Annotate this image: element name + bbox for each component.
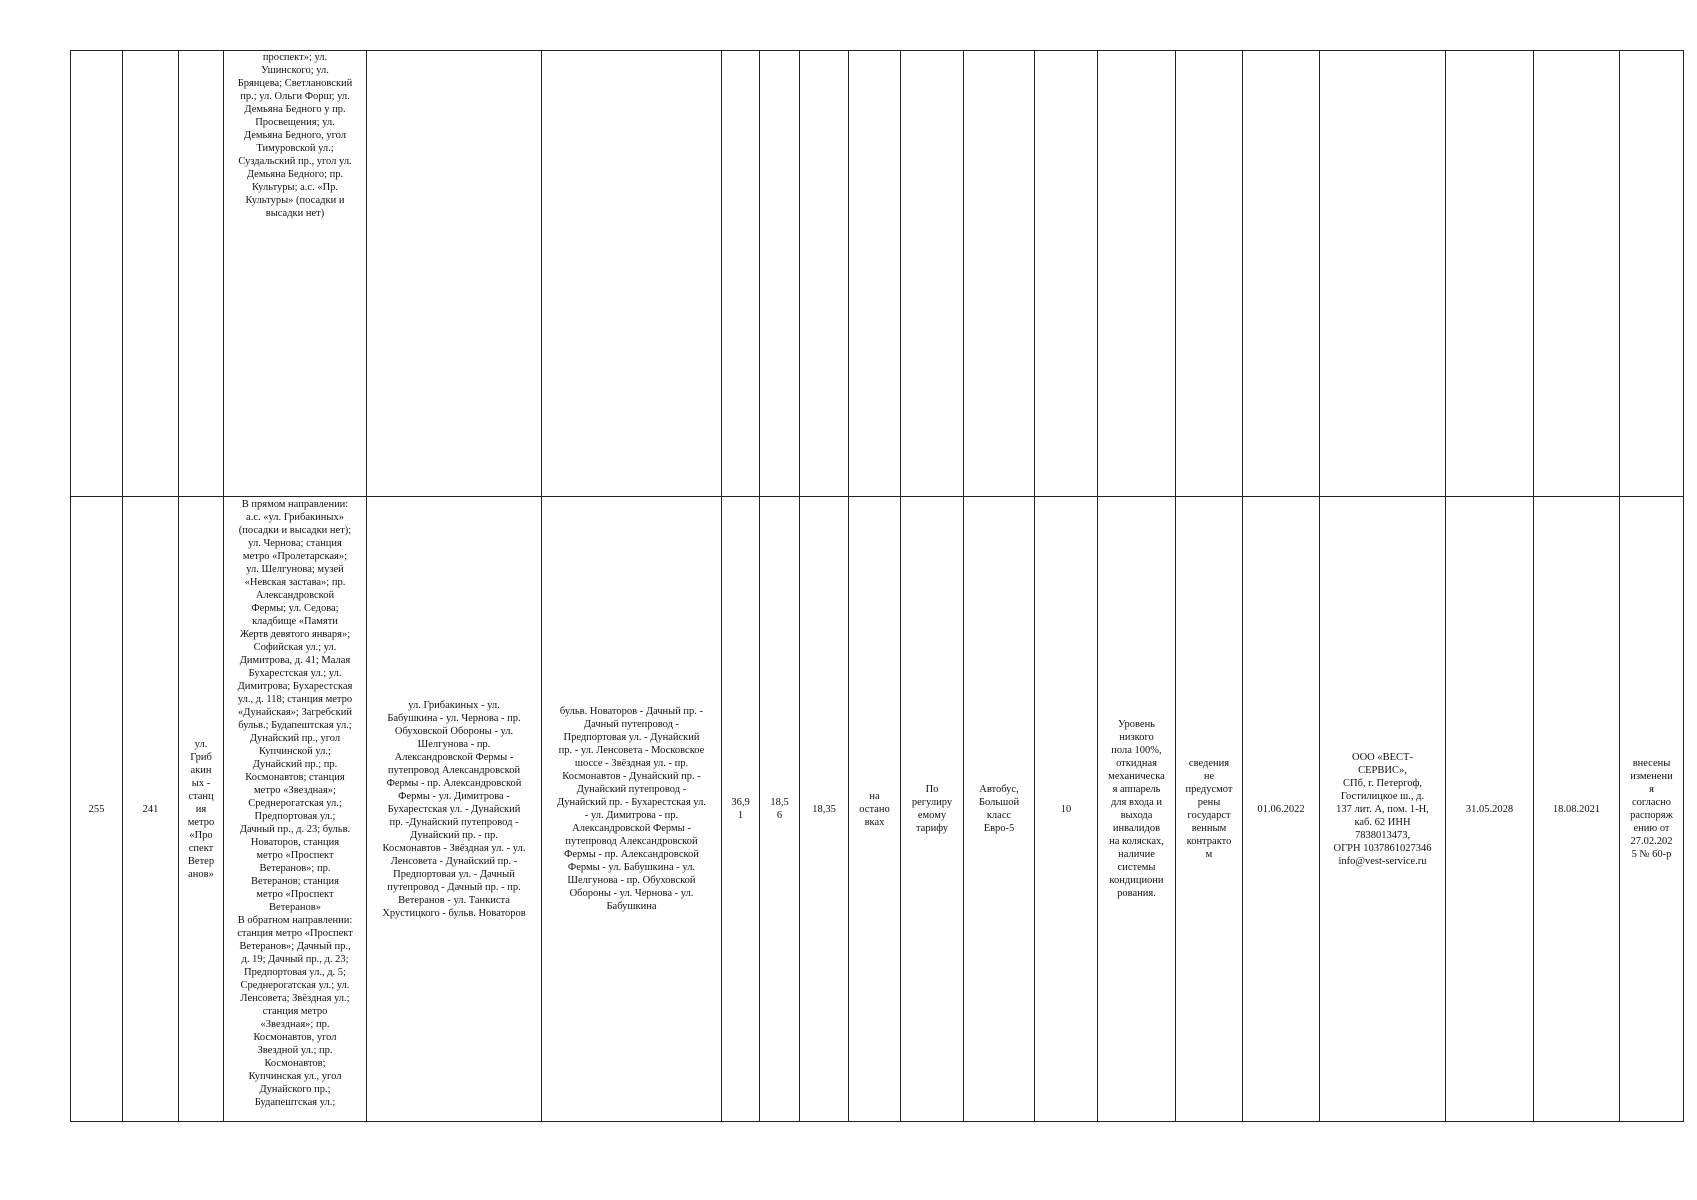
text-line: метро «Проспект [256,850,334,861]
text-line: Димитрова; Бухарестская [237,681,353,692]
text-line: Космонавтов - Дунайский пр. - [562,771,701,782]
text-line: ению от [1633,823,1670,834]
cell-length-back: 18,35 [800,497,849,1122]
text-line: распоряж [1630,810,1673,821]
text-line: Космонавтов, угол [253,1032,337,1043]
text-line: сведения [1188,758,1230,769]
cell-num: 255 [71,497,123,1122]
text-line: шоссе - Звёздная ул. - пр. [574,758,689,769]
route-registry-table [70,50,1684,1122]
text-line: Демьяна Бедного у пр. [244,104,346,115]
text-line: Ветер [187,855,215,867]
text-line: СЕРВИС», [1358,764,1407,776]
text-line: вках [864,816,885,828]
text-line: Предпортовая ул.; [254,811,336,822]
text-line: высадки нет) [265,208,325,219]
cell-contract [1176,51,1243,497]
text-line: м [1205,849,1213,860]
text-line: Космонавтов; [264,1058,326,1069]
text-line: 6 [776,810,783,821]
text-line: Жертв девятого января»; [239,629,351,640]
text-line: Фермы - ул. Димитрова - [398,790,510,802]
text-line: Космонавтов; станция [245,772,345,783]
text-line: Гриб [190,751,212,763]
text-line: а.с. «ул. Грибакиных» [246,512,344,523]
text-line: Ушинского; ул. [261,65,329,76]
text-line: анов» [188,868,214,880]
cell-tariff [901,497,964,1122]
cell-length-total [722,51,760,497]
text-line: По [925,784,939,795]
text-line: Гостилицкое ш., д. [1340,790,1425,802]
text-line: Купчинской ул.; [259,746,331,757]
text-line: Бабушкина [606,901,657,912]
text-line: Брянцева; Светлановский [237,78,353,89]
cell-name [179,497,224,1122]
text-line: ООО «ВЕСТ- [1352,751,1413,763]
text-line: путепровод Александровской [565,836,698,847]
text-line: Шелгунова - пр. [417,738,491,750]
text-line: выхода [1120,810,1153,821]
cell-stop-order [849,497,901,1122]
text-line: Автобус, [979,784,1019,795]
text-line: остано [859,803,890,815]
text-line: Демьяна Бедного, угол [243,130,347,141]
text-line: Новаторов, станция [250,837,340,848]
text-line: каб. 62 ИНН [1354,816,1411,828]
text-line: 18,5 [770,797,789,808]
text-line: Фермы - пр. Александровской [564,849,699,860]
text-line: наличие [1118,849,1155,860]
text-line: ул. Шелгунова; музей [246,564,344,575]
text-line: СПб, г. Петергоф, [1342,777,1423,789]
text-line: Бухарестская ул. - Дунайский [387,803,521,815]
text-line: метро «Проспект [256,889,334,900]
text-line: бульв.; Будапештская ул.; [238,720,352,731]
text-line: Обороны - ул. Чернова - ул. [569,888,694,899]
text-line: станция метро «Проспект [237,928,353,939]
cell-length-total [722,497,760,1122]
text-line: станция метро [262,1006,328,1017]
text-line: ия [195,803,207,815]
text-line: Дунайский пр. - Бухарестская ул. [557,797,706,808]
text-line: Уровень [1118,719,1155,730]
cell-stops [224,497,367,1122]
text-line: бульв. Новаторов - Дачный пр. - [559,706,704,717]
text-line: Суздальский пр., угол ул. [238,156,352,167]
text-line: спект [188,842,214,854]
text-line: системы [1117,862,1156,873]
text-line: Просвещения; ул. [255,117,335,128]
cell-end-date: 31.05.2028 [1446,497,1534,1122]
text-line: Димитрова, д. 41; Малая [239,655,351,666]
text-line: на колясках, [1109,836,1164,847]
text-line: пола 100%, [1111,745,1162,756]
text-line: Ленсовета - Дунайский пр. - [390,855,518,867]
text-line: Дунайский пр.; пр. [252,759,338,770]
text-line: Космонавтов - Звёздная ул. - ул. [382,842,526,854]
cell-vehicle [964,51,1035,497]
text-line: для входа и [1110,797,1163,808]
text-line: метро «Пролетарская»; [242,551,348,562]
cell-route [123,51,179,497]
text-line: 36,9 [731,797,750,808]
text-line: Шелгунова - пр. Обуховской [567,875,696,886]
text-line: Большой [978,797,1020,808]
text-line: Дачный пр., д. 23; бульв. [239,824,351,835]
text-line: механическа [1108,771,1165,782]
text-line: Ветеранов - ул. Танкиста [398,894,510,906]
text-line: Ветеранов»; пр. [259,863,331,874]
text-line: путепровод - Дачный пр. - пр. [387,881,521,893]
cell-stop-order [849,51,901,497]
text-line: на [869,790,880,802]
text-line: пр. -Дунайский путепровод - [389,816,519,828]
cell-contract [1176,497,1243,1122]
text-line: откидная [1116,758,1157,769]
text-line: тарифу [915,823,949,834]
text-line: государст [1187,810,1231,821]
text-line: рены [1197,797,1221,808]
text-line: Дунайский пр., угол [249,733,341,744]
text-line: ОГРН 1037861027346 [1333,842,1432,854]
cell-tariff [901,51,964,497]
cell-features [1098,497,1176,1122]
text-line: 7838013473, [1354,829,1411,841]
cell-note [1620,51,1684,497]
cell-note [1620,497,1684,1122]
text-line: Александровской Фермы - [572,823,691,834]
text-line: Ветеранов»; Дачный пр., [239,941,351,952]
cell-name [179,51,224,497]
text-line: Купчинская ул., угол [248,1071,342,1082]
text-line: Фермы - ул. Бабушкина - ул. [567,862,696,873]
cell-carrier [1320,51,1446,497]
cell-count [1035,51,1098,497]
cell-length-back [800,51,849,497]
text-line: Ветеранов» [269,902,321,913]
cell-streets-back [542,497,722,1122]
text-line: изменени [1630,771,1673,782]
cell-features [1098,51,1176,497]
text-line: инвалидов [1112,823,1161,834]
cell-streets-forward [367,497,542,1122]
text-line: ых - [191,777,211,789]
text-line: В прямом направлении: [241,499,349,510]
text-line: контракто [1186,836,1232,847]
cell-reg-date [1534,51,1620,497]
cell-count: 10 [1035,497,1098,1122]
text-line: 1 [737,810,744,821]
text-line: 27.02.202 [1630,836,1673,847]
text-line: Культуры» (посадки и [245,195,345,206]
text-line: 137 лит. А, пом. 1-Н, [1336,803,1429,815]
text-line: Дачный путепровод - [583,719,680,730]
text-line: Бабушкина - ул. Чернова - пр. [387,712,521,724]
cell-stops [224,51,367,497]
text-line: Дунайский пр. - пр. [410,829,498,841]
text-line: Предпортовая ул. - Дунайский [563,732,700,743]
text-line: станц [188,790,214,802]
text-line: пр. - ул. Ленсовета - Московское [558,745,705,756]
text-line: ул., д. 118; станция метро [237,694,353,705]
text-line: Демьяна Бедного; пр. [246,169,344,180]
text-line: Среднерогатская ул.; ул. [240,980,350,991]
text-line: д. 19; Дачный пр., д. 23; [241,954,349,965]
text-line: пр.; ул. Ольги Форш; ул. [240,91,350,102]
text-line: «Звездная»; пр. [260,1019,330,1030]
text-line: кладбище «Памяти [252,616,338,627]
text-line: кондициони [1109,875,1164,886]
text-line: «Про [189,829,213,841]
text-line: В обратном направлении: [237,915,353,926]
text-line: регулиру [911,797,953,808]
text-line: метро [187,816,215,828]
cell-streets-back [542,51,722,497]
text-line: Фермы; ул. Седова; [251,603,339,614]
text-line: ул. [194,738,208,750]
text-line: Культуры; а.с. «Пр. [251,182,339,193]
text-line: класс [986,810,1012,821]
text-line: Софийская ул.; ул. [253,642,337,653]
table-row-continuation [71,51,1684,497]
text-line: Фермы - пр. Александровской [386,777,522,789]
text-line: венным [1191,823,1227,834]
text-line: 5 № 60-р [1631,849,1672,860]
cell-vehicle [964,497,1035,1122]
text-line: согласно [1631,797,1672,808]
text-line: - ул. Димитрова - пр. [584,810,679,821]
text-line: Александровской Фермы - [394,751,514,763]
text-line: Ветеранов; станция [251,876,339,887]
cell-start-date: 01.06.2022 [1243,497,1320,1122]
text-line: я аппарель [1112,784,1161,795]
cell-num [71,51,123,497]
text-line: ул. Чернова; станция [248,538,342,549]
text-line: Предпортовая ул. - Дачный [393,868,515,880]
cell-carrier [1320,497,1446,1122]
text-line: Среднерогатская ул.; [248,798,342,809]
text-line: «Невская застава»; пр. [244,577,346,588]
text-line: Дунайский путепровод - [576,784,687,795]
text-line: не [1203,771,1215,782]
cell-route: 241 [123,497,179,1122]
cell-reg-date: 18.08.2021 [1534,497,1620,1122]
cell-streets-forward [367,51,542,497]
text-line: путепровод Александровской [387,764,521,776]
text-line: акин [190,764,212,776]
table-row-route-241 [71,497,1684,1122]
text-line: емому [917,810,947,821]
text-line: рования. [1117,888,1156,899]
cell-start-date [1243,51,1320,497]
cell-length-forward [760,497,800,1122]
text-line: Хрустицкого - бульв. Новаторов [382,907,526,919]
text-line: проспект»; ул. [262,52,328,63]
text-line: info@vest-service.ru [1338,855,1427,867]
text-line: Александровской [255,590,335,601]
text-line: ул. Грибакиных - ул. [408,699,500,711]
text-line: низкого [1119,732,1154,743]
text-line: Звездной ул.; пр. [257,1045,333,1056]
text-line: я [1649,784,1654,795]
text-line: (посадки и высадки нет); [238,525,352,536]
text-line: Предпортовая ул., д. 5; [244,967,346,978]
text-line: «Дунайская»; Загребский [238,707,352,718]
text-line: Обуховской Обороны - ул. [394,725,514,737]
text-line: Евро-5 [983,823,1015,834]
text-line: Дунайского пр.; [259,1084,331,1095]
text-line: Тимуровской ул.; [256,143,334,154]
cell-length-forward [760,51,800,497]
text-line: метро «Звездная»; [254,785,336,796]
text-line: Будапештская ул.; [254,1097,336,1108]
text-line: Бухарестская ул.; ул. [248,668,342,679]
text-line: внесены [1632,758,1671,769]
text-line: Ленсовета; Звёздная ул.; [240,993,350,1004]
cell-end-date [1446,51,1534,497]
text-line: предусмот [1185,784,1233,795]
